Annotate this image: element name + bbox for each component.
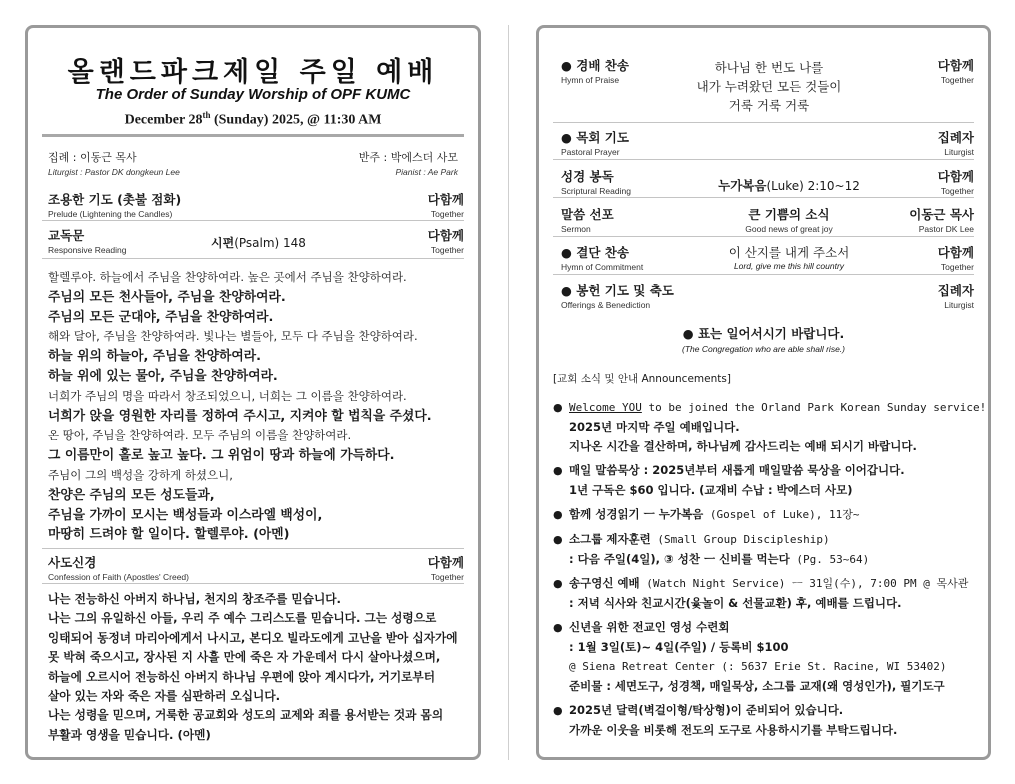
sermon-item: 말씀 선포 Sermon 큰 기쁨의 소식 Good news of great joy 이동근 목사 Pastor DK Lee — [561, 207, 974, 234]
reading-line: 마땅히 드려야 할 일이다. 할렐루야. (아멘) — [48, 527, 290, 543]
reading-line: 주님이 그의 백성을 강하게 하셨으니, — [48, 467, 233, 482]
announcements-heading: [교회 소식 및 안내 Announcements] — [553, 373, 731, 385]
leaders-row — [48, 149, 458, 177]
divider — [553, 236, 974, 237]
pianist-ko: 반주 : 박에스더 사모 — [358, 151, 458, 164]
creed-line: 잉태되어 동정녀 마리아에게서 나시고, 본디오 빌라도에게 고난을 받아 십자가에 — [48, 630, 458, 645]
pastoral-prayer-item: ● 목회 기도 Pastoral Prayer 집례자 Liturgist — [561, 130, 974, 157]
divider — [42, 220, 464, 221]
creed-line: 나는 전능하신 아버지 하나님, 천지의 창조주를 믿습니다. — [48, 592, 341, 606]
divider — [42, 548, 464, 549]
reading-line: 할렐루야. 하늘에서 주님을 찬양하여라. 높은 곳에서 주님을 찬양하여라. — [48, 270, 407, 284]
liturgist-ko: 집례 : 이동근 목사 — [48, 151, 137, 164]
scripture-reading-item: 성경 봉독 Scriptural Reading 누가복음(Luke) 2:10~12 다함께 Together — [561, 169, 974, 196]
announcement-retreat: ● 신년을 위한 전교인 영성 수련회 : 1월 3일(토)~ 4일(주일) / 등록비 $100 @ Siena Retreat Center (: 5637 Erie St. Racine, WI 53402) 준비물 : 세면도구, 성경책, 매일묵상, 소그룹 교재(왜 영성인가), 필기도구 — [553, 620, 947, 693]
order-of-worship-panel — [25, 25, 481, 760]
apostles-creed-text — [48, 590, 464, 745]
hymn-of-commitment-item: ● 결단 찬송 Hymn of Commitment 이 산지를 내게 주소서 Lord, give me this hill country 다함께 Together — [561, 245, 974, 272]
standing-note: ● 표는 일어서시기 바랍니다. (The Congregation who are able shall rise.) — [681, 326, 845, 354]
divider — [553, 197, 974, 198]
reading-line: 찬양은 주님의 모든 성도들과, — [48, 487, 215, 503]
announcement-welcome: ● Welcome YOU to be joined the Orland Park Korean Sunday service! 2025년 마지막 주일 예배입니다. 지나온 시간을 결산하며, 하나님께 감사드리는 예배 되시기 바랍니다. — [553, 401, 987, 453]
reading-line: 하늘 위의 하늘아, 주님을 찬양하여라. — [48, 349, 261, 365]
confession-item: 사도신경 Confession of Faith (Apostles' Creed) 다함께 Together — [48, 555, 464, 582]
reading-line: 하늘 위에 있는 물아, 주님을 찬양하여라. — [48, 368, 278, 384]
bulletin-subtitle: The Order of Sunday Worship of OPF KUMC — [95, 86, 411, 103]
reading-line: 해와 달아, 주님을 찬양하여라. 빛나는 별들아, 모두 다 주님을 찬양하여라. — [48, 329, 418, 344]
creed-line: 하늘에 오르시어 전능하신 아버지 하나님 우편에 앉아 계시다가, 거기로부터 — [48, 669, 435, 684]
reading-line: 그 이름만이 홀로 높고 높다. 그 위엄이 땅과 하늘에 가득하다. — [48, 448, 395, 464]
divider — [553, 122, 974, 123]
reading-line: 주님의 모든 군대야, 주님을 찬양하여라. — [48, 309, 274, 325]
service-date: December 28th (Sunday) 2025, @ 11:30 AM — [124, 110, 382, 128]
creed-line: 부활과 영생을 믿습니다. (아멘) — [48, 727, 211, 742]
reading-line: 온 땅아, 주님을 찬양하여라. 모두 주님의 이름을 찬양하여라. — [48, 428, 352, 443]
commitment-hymn-title: 이 산지를 내게 주소서 Lord, give me this hill country — [728, 245, 850, 271]
announcement-daily-devotion: ● 매일 말씀묵상 : 2025년부터 새롭게 매일말씀 묵상을 이어갑니다. 1년 구독은 $60 입니다. (교재비 수납 : 박에스더 사모) — [553, 463, 905, 497]
divider — [553, 159, 974, 160]
creed-line: 나는 성령을 믿으며, 거룩한 공교회와 성도의 교제와 죄를 용서받는 것과 몸의 — [48, 708, 444, 723]
responsive-passage: 시편(Psalm) 148 — [211, 236, 306, 250]
reading-line: 너희가 앉을 영원한 자리를 정하여 주시고, 지켜야 할 법칙을 주셨다. — [48, 408, 432, 424]
worship-and-announcements-panel — [536, 25, 991, 760]
announcement-calendar: ● 2025년 달력(벽걸이형/탁상형)이 준비되어 있습니다. 가까운 이웃을 비롯해 전도의 도구로 사용하시기를 부탁드립니다. — [553, 703, 898, 737]
announcement-watch-night: ● 송구영신 예배 (Watch Night Service) ㅡ 31일(수), 7:00 PM @ 목사관 : 저녁 식사와 친교시간(윷놀이 & 선물교환) 후, 예배를 드립니다. — [553, 576, 969, 610]
announcement-small-group: ● 소그룹 제자훈련 (Small Group Discipleship) : 다음 주일(4일), ③ 성찬 ㅡ 신비를 먹는다 (Pg. 53~64) — [553, 532, 870, 566]
divider — [42, 258, 464, 259]
scripture-passage: 누가복음(Luke) 2:10~12 — [718, 178, 860, 193]
divider — [553, 274, 974, 275]
responsive-reading-text — [48, 268, 468, 545]
praise-lyrics: 하나님 한 번도 나를 내가 누려왔던 모든 것들이 거룩 거룩 거룩 — [696, 60, 842, 113]
reading-line: 너희가 주님의 명을 따라서 창조되었으니, 너희는 그 이름을 찬양하여라. — [48, 388, 407, 403]
reading-line: 주님을 가까이 모시는 백성들과 이스라엘 백성이, — [48, 507, 323, 523]
offering-benediction-item: ● 봉헌 기도 및 축도 Offerings & Benediction 집례자 Liturgist — [561, 283, 974, 310]
title-divider — [42, 134, 464, 137]
creed-line: 살아 있는 자와 죽은 자를 심판하러 오십니다. — [48, 689, 281, 704]
pianist-en: Pianist : Ae Park — [395, 167, 458, 177]
responsive-reading-item: 교독문 Responsive Reading 시편(Psalm) 148 다함께 Together — [48, 228, 464, 255]
creed-line: 못 박혀 죽으시고, 장사된 지 사흘 만에 죽은 자 가운데서 다시 살아나셨으며, — [48, 650, 441, 665]
hymn-of-praise-item: ● 경배 찬송 Hymn of Praise 다함께 Together — [561, 58, 974, 85]
reading-line: 주님의 모든 천사들아, 주님을 찬양하여라. — [48, 289, 286, 305]
divider — [42, 583, 464, 584]
center-divider — [508, 25, 509, 760]
announcement-bible-reading: ● 함께 성경읽기 ㅡ 누가복음 (Gospel of Luke), 11장~ — [553, 507, 860, 521]
sermon-title: 큰 기쁨의 소식 Good news of great joy — [745, 207, 833, 234]
creed-line: 나는 그의 유일하신 아들, 우리 주 예수 그리스도를 믿습니다. 그는 성령으로 — [48, 611, 437, 626]
liturgist-en: Liturgist : Pastor DK dongkeun Lee — [48, 167, 180, 177]
bulletin-title: 올랜드파크제일 주일 예배 — [67, 57, 439, 88]
prelude-item: 조용한 기도 (촛불 점화) Prelude (Lightening the Candles) 다함께 Together — [48, 192, 464, 219]
